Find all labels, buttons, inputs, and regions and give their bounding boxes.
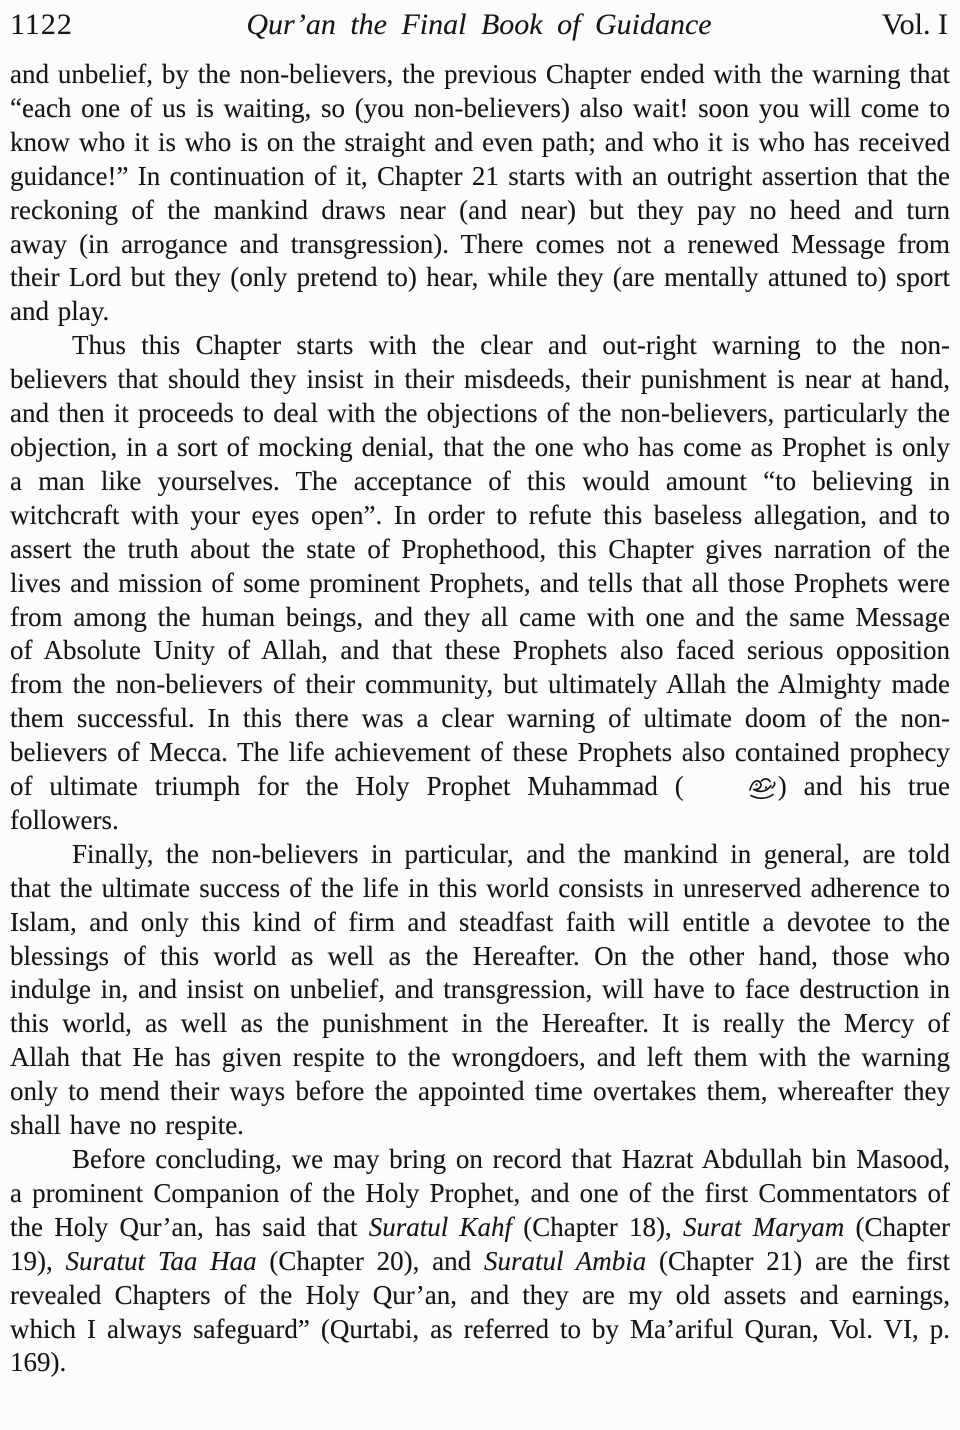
paragraph [10,1143,950,1380]
paragraph [10,329,950,838]
page-header [0,0,960,42]
text-run: (Chapter 19), [10,1211,950,1276]
running-title: Qur’an the Final Book of Guidance [246,8,712,41]
pbuh-calligraphy-icon [684,770,778,804]
paragraph [10,58,950,329]
text-run: Thus this Chapter starts with the clear and out-right warning to the non-believers that should they insist in their misdeeds, their punishment is near at hand, and then it proceeds to deal with the objections of the non-believers, particularly the objection, in a sort of mocking denial, that the one who has come as Prophet is only a man like yourselves. The acceptance of this would amount “to believing in witchcraft with your eyes open”. In order to refute this baseless allegation, and to assert the truth about the state of Prophethood, this Chapter gives narration of the lives and mission of some prominent Prophets, and tells that all those Prophets were from among the human beings, and they all came with one and the same Message of Absolute Unity of Allah, and that these Prophets also faced serious opposition from the non-believers of their community, but ultimately Allah the Almighty made them successful. In this there was a clear warning of ultimate doom of the non-believers of Mecca. The life achievement of these Prophets also contained prophecy of ultimate triumph for the Holy Prophet Muhammad ( [10,330,950,802]
text-run: (Chapter 20), and [256,1245,484,1276]
surah-title-italic: Suratul Ambia [483,1245,647,1276]
text-run: Finally, the non-believers in particular, and the mankind in general, are told that the ultimate success of the life in this world consists in unreserved adherence to Islam, and only this kind of firm and steadfast faith will entitle a devotee to the blessings of this world as well as the Hereafter. On the other hand, those who indulge in, and insist on unbelief, and transgression, will have to face destruction in this world, as well as the punishment in the Hereafter. It is really the Mercy of Allah that He has given respite to the wrongdoers, and left them with the warning only to mend their ways before the appointed time overtakes them, whereafter they shall have no respite. [10,838,950,1141]
text-run: and unbelief, by the non-believers, the previous Chapter ended with the warning that “each one of us is waiting, so (you non-believers) also wait! soon you will come to know who it is who is on the straight and even path; and who it is who has received guidance!” In continuation of it, Chapter 21 starts with an outright assertion that the reckoning of the mankind draws near (and near) but they pay no heed and turn away (in arrogance and transgression). There comes not a renewed Message from their Lord but they (only pretend to) hear, while they (are mentally attuned to) sport and play. [10,59,950,327]
page-number: 1122 [10,8,73,41]
volume-label: Vol. I [881,8,948,41]
paragraph [10,838,950,1143]
surah-title-italic: Suratut Taa Haa [65,1245,257,1276]
surah-title-italic: Suratul Kahf [368,1211,513,1242]
text-run: (Chapter 18), [512,1211,683,1242]
text-run: (Chapter 21) are the first revealed Chapters of the Holy Qur’an, and they are my old assets and earnings, which I always safeguard” (Qurtabi, as referred to by Ma’ariful Quran, Vol. VI, p. 169). [10,1245,951,1378]
text-run: ) and his true followers. [10,771,950,835]
body-text [0,42,960,1380]
surah-title-italic: Surat Maryam [683,1211,845,1242]
text-run: Before concluding, we may bring on record that Hazrat Abdullah bin Masood, a prominent Companion of the Holy Prophet, and one of the first Commentators of the Holy Qur’an, has said that [10,1144,950,1242]
